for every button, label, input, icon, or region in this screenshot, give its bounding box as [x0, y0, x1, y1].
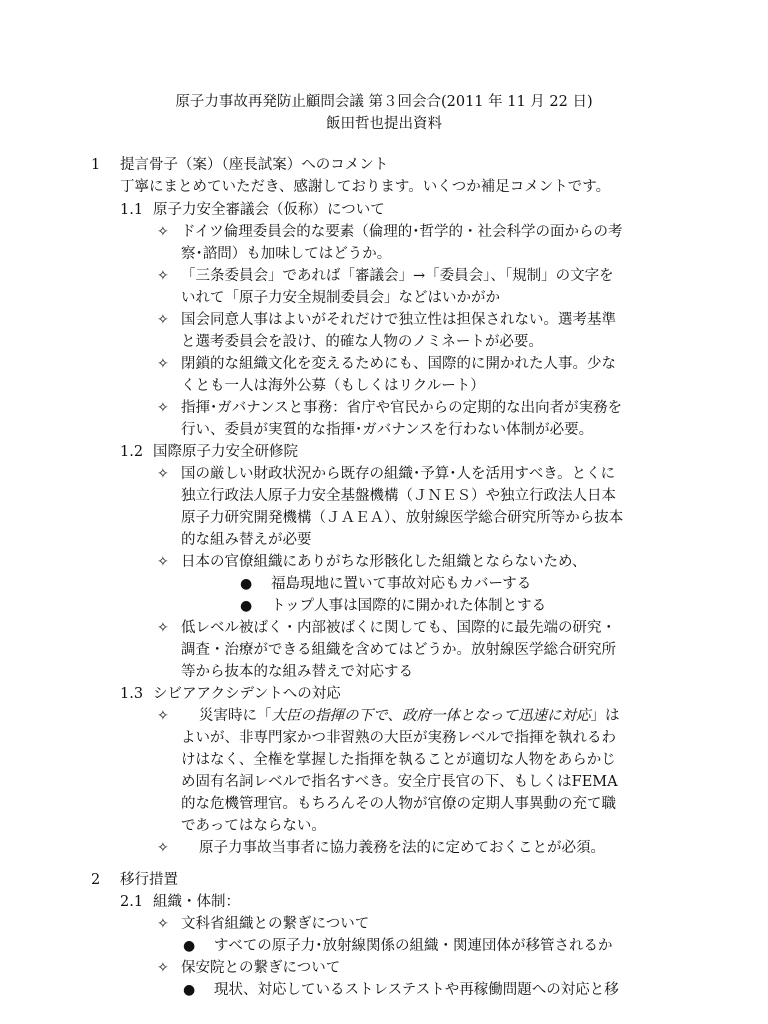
section-1-number: 1 [91, 157, 101, 173]
list-item-line: 原子力事故当事者に協力義務を法的に定めておくことが必須。 [199, 840, 605, 856]
list-item-line: 行い、委員が実質的な指揮･ガバナンスを行わない体制が必要。 [181, 422, 594, 438]
list-item-line: 指揮･ガバナンスと事務：省庁や官民からの定期的な出向者が実務を [181, 400, 623, 416]
round-bullet-icon: ● [240, 598, 253, 614]
list-item-line: と選考委員会を設け、的確な人物のノミネートが必要。 [181, 334, 543, 350]
list-item-line: 的な組み替えが必要 [181, 532, 312, 548]
list-item-line [199, 705, 620, 727]
list-item-line: であってはならない。 [181, 818, 326, 834]
section-1-1-heading: 原子力安全審議会（仮称）について [153, 202, 385, 218]
round-bullet-icon: ● [183, 982, 196, 998]
quoted-phrase: 政府一体となって迅速に対応 [402, 708, 591, 724]
list-item-line: 原子力研究開発機構（ＪＡＥＡ）、放射線医学総合研究所等から抜本 [181, 510, 624, 526]
text-run: 」は [590, 708, 620, 724]
section-1-3-heading: シビアアクシデントへの対応 [153, 686, 341, 702]
list-item-line: 文科省組織との繋ぎについて [181, 916, 370, 932]
list-item-line: 察･諮問）も加味してはどうか。 [181, 246, 392, 262]
sub-list-item: トップ人事は国際的に開かれた体制とする [271, 598, 547, 614]
round-bullet-icon: ● [183, 938, 196, 954]
diamond-bullet-icon: ✧ [157, 960, 169, 976]
section-2-1-heading: 組織・体制： [153, 894, 240, 910]
diamond-bullet-icon: ✧ [157, 466, 169, 482]
list-item-line: よいが、非専門家かつ非習熟の大臣が実務レベルで指揮を執れるわ [181, 730, 616, 746]
list-item-line: 調査・治療ができる組織を含めてはどうか。放射線医学総合研究所 [181, 642, 616, 658]
list-item-line: 等から抜本的な組み替えで対応する [181, 664, 413, 680]
list-item-line: 日本の官僚組織にありがちな形骸化した組織とならないため、 [181, 554, 587, 570]
section-1-2-number: 1.2 [120, 444, 144, 460]
section-1-2-heading: 国際原子力安全研修院 [153, 444, 298, 460]
diamond-bullet-icon: ✧ [157, 268, 169, 284]
document-title: 原子力事故再発防止顧問会議 第３回会合(2011 年 11 月 22 日) [175, 94, 593, 110]
list-item-line: 独立行政法人原子力安全基盤機構（ＪＮＥＳ）や独立行政法人日本 [181, 488, 616, 504]
round-bullet-icon: ● [240, 576, 253, 592]
section-1-heading: 提言骨子（案）（座長試案）へのコメント [120, 157, 389, 173]
list-item-line: 低レベル被ばく・内部被ばくに関しても、国際的に最先端の研究・ [181, 620, 616, 636]
section-1-intro: 丁寧にまとめていただき、感謝しております。いくつか補足コメントです。 [120, 179, 611, 195]
sub-list-item: 現状、対応しているストレステストや再稼働問題への対応と移 [214, 982, 619, 998]
section-2-1-number: 2.1 [120, 894, 144, 910]
list-item-line: め固有名詞レベルで指名すべき。安全庁長官の下、もしくはFEMA [181, 774, 618, 790]
diamond-bullet-icon: ✧ [157, 224, 169, 240]
list-item-line: くとも一人は海外公募（もしくはリクルート） [181, 378, 485, 394]
list-item-line: 的な危機管理官。もちろんその人物が官僚の定期人事異動の充て職 [181, 796, 616, 812]
diamond-bullet-icon: ✧ [157, 916, 169, 932]
diamond-bullet-icon: ✧ [157, 400, 169, 416]
list-item-line: ドイツ倫理委員会的な要素（倫理的･哲学的・社会科学の面からの考 [181, 224, 623, 240]
diamond-bullet-icon: ✧ [157, 356, 169, 372]
diamond-bullet-icon: ✧ [157, 620, 169, 636]
list-item-line: 国の厳しい財政状況から既存の組織･予算･人を活用すべき。とくに [181, 466, 616, 482]
text-run: 災害時に「 [199, 708, 272, 724]
section-1-3-number: 1.3 [120, 686, 144, 702]
diamond-bullet-icon: ✧ [157, 708, 169, 724]
diamond-bullet-icon: ✧ [157, 840, 169, 856]
list-item-line: 国会同意人事はよいがそれだけで独立性は担保されない。選考基準 [181, 312, 616, 328]
diamond-bullet-icon: ✧ [157, 554, 169, 570]
section-1-1-number: 1.1 [120, 202, 144, 218]
list-item-line: 保安院との繋ぎについて [181, 960, 341, 976]
document-subtitle: 飯田哲也提出資料 [326, 116, 442, 132]
list-item-line: 閉鎖的な組織文化を変えるためにも、国際的に開かれた人事。少な [181, 356, 616, 372]
sub-list-item: 福島現地に置いて事故対応もカバーする [271, 576, 532, 592]
list-item-line: けはなく、全権を掌握した指揮を執ることが適切な人物をあらかじ [181, 752, 616, 768]
section-2-number: 2 [91, 872, 101, 888]
sub-list-item: すべての原子力･放射線関係の組織・関連団体が移管されるか [214, 938, 613, 954]
list-item-line: 「三条委員会」であれば「審議会」→「委員会」、「規制」の文字を [181, 268, 614, 284]
list-item-line: いれて「原子力安全規制委員会」などはいかがか [181, 290, 500, 306]
section-2-heading: 移行措置 [120, 872, 178, 888]
quoted-phrase: 大臣の指揮の下で [271, 708, 388, 724]
diamond-bullet-icon: ✧ [157, 312, 169, 328]
text-run: 、 [387, 708, 402, 724]
